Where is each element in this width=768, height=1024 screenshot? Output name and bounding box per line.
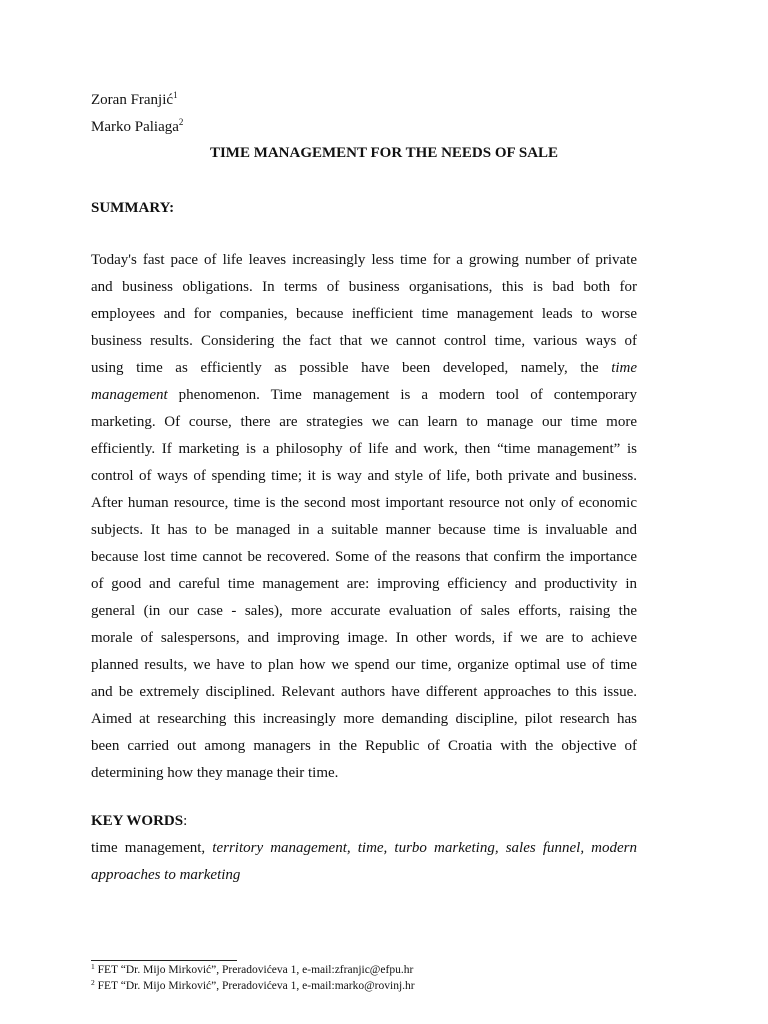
italic-term: time bbox=[611, 360, 637, 376]
keywords-paragraph bbox=[91, 835, 637, 889]
summary-line: determining how they manage their time. bbox=[91, 765, 339, 781]
keywords-line bbox=[91, 835, 637, 862]
summary-line: marketing. Of course, there are strategies we can learn to manage our time more bbox=[91, 414, 637, 430]
summary-line: Today's fast pace of life leaves increasingly less time for a growing number of private bbox=[91, 252, 637, 268]
summary-heading: SUMMARY: bbox=[91, 200, 175, 216]
summary-line: been carried out among managers in the Republic of Croatia with the objective of bbox=[91, 738, 637, 754]
summary-line bbox=[91, 382, 637, 409]
summary-line: morale of salespersons, and improving image. In other words, if we are to achieve bbox=[91, 630, 637, 646]
author-1-footnote-mark: 1 bbox=[173, 90, 178, 100]
keywords-colon: : bbox=[183, 813, 188, 829]
summary-line: efficiently. If marketing is a philosophy of life and work, then “time management” is bbox=[91, 441, 637, 457]
footnote-1 bbox=[91, 964, 413, 976]
author-1-name: Zoran Franjić bbox=[91, 92, 174, 108]
summary-line: general (in our case - sales), more accurate evaluation of sales efforts, raising the bbox=[91, 603, 637, 619]
footnote-separator bbox=[91, 960, 237, 961]
keywords-lead: time management, bbox=[91, 840, 206, 856]
footnote-1-mark: 1 bbox=[91, 962, 95, 971]
summary-line: and be extremely disciplined. Relevant authors have different approaches to this issue. bbox=[91, 684, 637, 700]
paper-title: TIME MANAGEMENT FOR THE NEEDS OF SALE bbox=[209, 145, 559, 161]
footnote-2 bbox=[91, 980, 415, 992]
summary-line: business results. Considering the fact that we cannot control time, various ways of bbox=[91, 333, 637, 349]
summary-line: After human resource, time is the second most important resource not only of economic bbox=[91, 495, 637, 511]
author-1 bbox=[91, 92, 178, 109]
summary-line: Aimed at researching this increasingly more demanding discipline, pilot research has bbox=[91, 711, 637, 727]
summary-line: subjects. It has to be managed in a suitable manner because time is invaluable and bbox=[91, 522, 637, 538]
keywords-heading bbox=[91, 813, 187, 830]
summary-line-text: phenomenon. Time management is a modern tool of contemporary bbox=[178, 387, 637, 403]
summary-paragraph bbox=[91, 247, 637, 787]
footnote-2-mark: 2 bbox=[91, 978, 95, 987]
author-2 bbox=[91, 119, 183, 136]
author-2-footnote-mark: 2 bbox=[178, 117, 184, 127]
author-2-name: Marko Paliaga bbox=[91, 119, 179, 135]
summary-line: of good and careful time management are: improving efficiency and productivity in bbox=[91, 576, 637, 592]
footnote-1-text: FET “Dr. Mijo Mirković”, Preradovićeva 1, e-mail:zfranjic@efpu.hr bbox=[97, 964, 414, 976]
summary-line-text: using time as efficiently as possible have been developed, namely, the bbox=[91, 360, 599, 376]
summary-line: planned results, we have to plan how we spend our time, organize optimal use of time bbox=[91, 657, 637, 673]
summary-line: and business obligations. In terms of business organisations, this is bad both for bbox=[91, 279, 637, 295]
keywords-italic: territory management, time, turbo marketing, sales funnel, modern bbox=[212, 840, 637, 856]
footnote-2-text: FET “Dr. Mijo Mirković”, Preradovićeva 1, e-mail:marko@rovinj.hr bbox=[97, 980, 415, 992]
italic-term: management bbox=[91, 387, 168, 403]
summary-line: control of ways of spending time; it is way and style of life, both private and business. bbox=[91, 468, 637, 484]
summary-line: employees and for companies, because inefficient time management leads to worse bbox=[91, 306, 637, 322]
summary-line bbox=[91, 355, 637, 382]
keywords-line bbox=[91, 862, 637, 889]
keywords-heading-text: KEY WORDS bbox=[91, 813, 184, 829]
summary-line: because lost time cannot be recovered. Some of the reasons that confirm the importance bbox=[91, 549, 637, 565]
keywords-italic: approaches to marketing bbox=[91, 867, 241, 883]
